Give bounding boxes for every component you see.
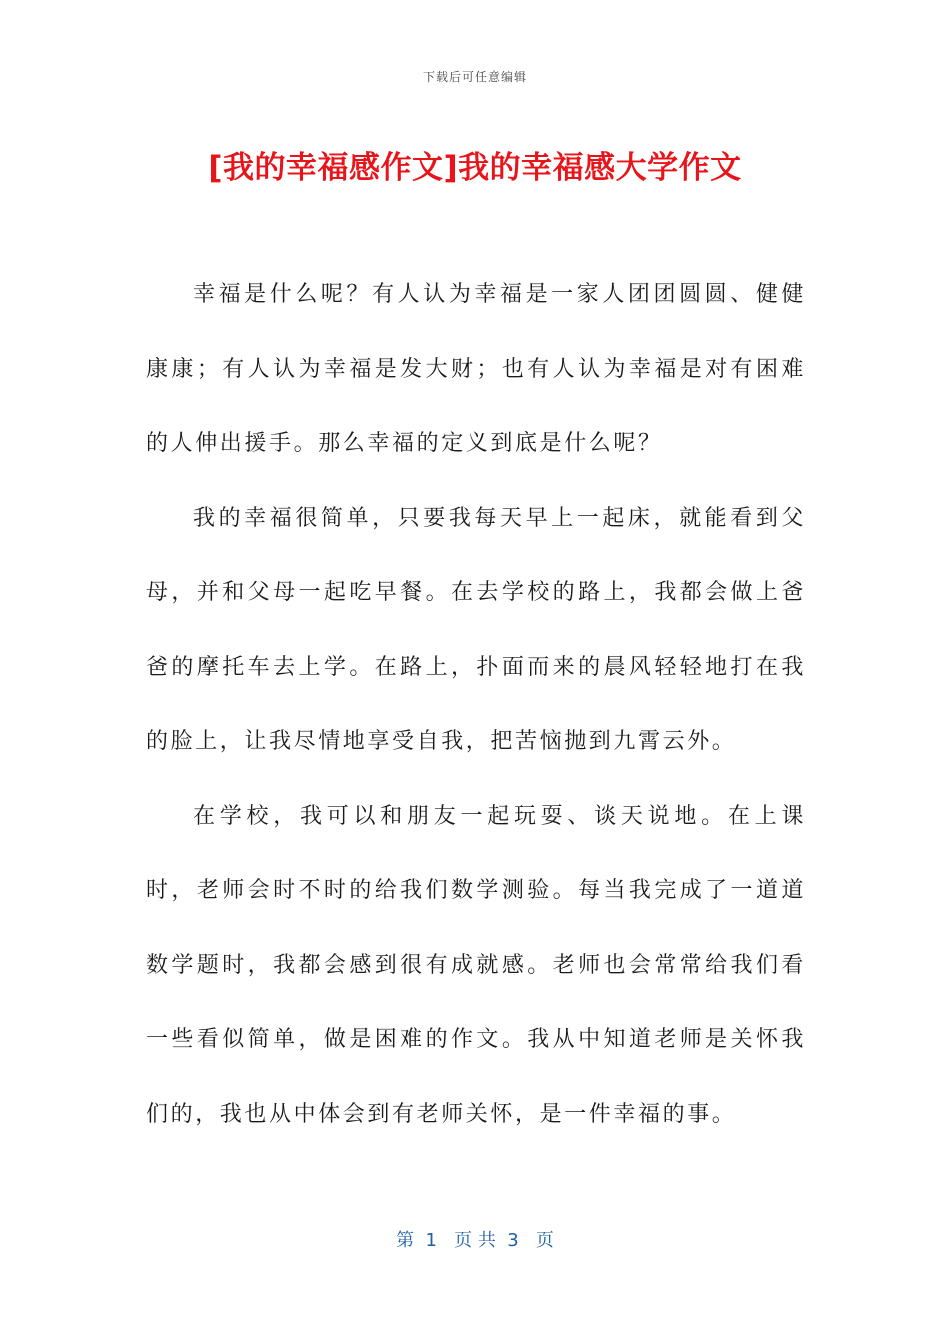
page-number-footer: 第 1 页 共 3 页 [396,1230,554,1251]
header-note: 下载后可任意编辑 [422,70,527,84]
paragraph-3: 在学校，我可以和朋友一起玩耍、谈天说地。在上课时，老师会时不时的给我们数学测验。每当我完成了一道道数学题时，我都会感到很有成就感。老师也会常常给我们看一些看似简单，做是困难的作文。我从中知道老师是关怀我们的，我也从中体会到有老师关怀，是一件幸福的事。 [146,803,806,1127]
document-title: [我的幸福感作文]我的幸福感大学作文 [208,150,742,186]
document-body [146,258,806,1152]
paragraph-2: 我的幸福很简单，只要我每天早上一起床，就能看到父母，并和父母一起吃早餐。在去学校的路上，我都会做上爸爸的摩托车去上学。在路上，扑面而来的晨风轻轻地打在我的脸上，让我尽情地享受自我，把苦恼抛到九霄云外。 [146,505,806,754]
paragraph-1: 幸福是什么呢？有人认为幸福是一家人团团圆圆、健健康康；有人认为幸福是发大财；也有人认为幸福是对有困难的人伸出援手。那么幸福的定义到底是什么呢？ [146,282,806,456]
